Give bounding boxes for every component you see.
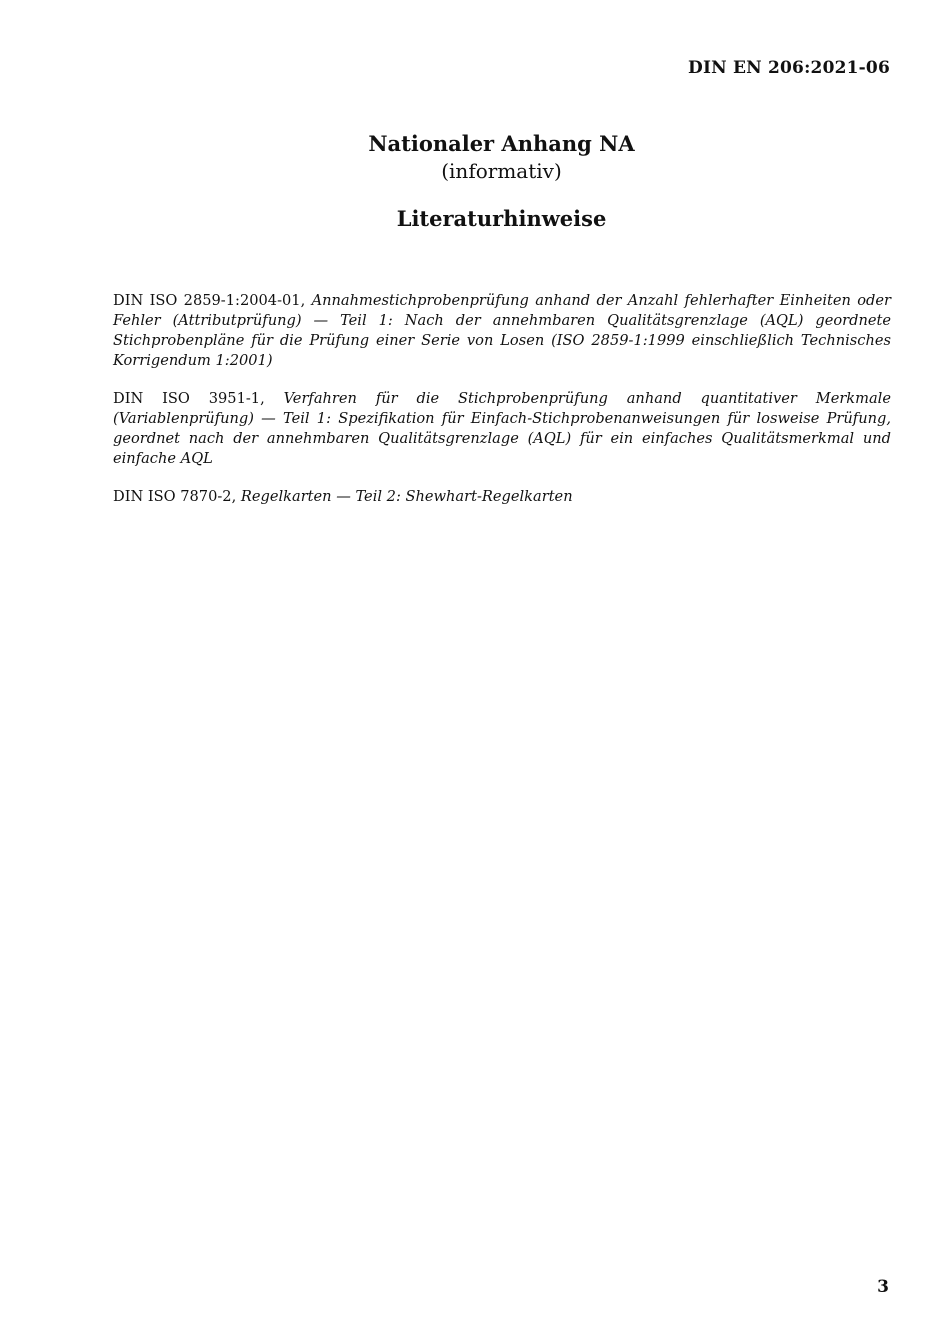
section-title: Literaturhinweise xyxy=(396,206,607,231)
annex-subtitle: (informativ) xyxy=(441,159,562,183)
document-id: DIN EN 206:2021-06 xyxy=(688,58,890,78)
annex-title: Nationaler Anhang NA xyxy=(368,131,635,156)
reference-code: DIN ISO 7870-2, xyxy=(113,488,237,505)
annex-heading xyxy=(0,130,950,184)
reference-item xyxy=(113,291,891,371)
reference-title: Verfahren für die Stichprobenprüfung anhand quantitativer Merkmale (Variablenprüfung) — Teil 1: Spezifikation für Einfach-Stichprobenanweisungen für losweise Prüfung, geordnet nach der annehmbaren Qualitätsgrenzlage (AQL) für ein einfaches Qualitätsmerkmal und einfache AQL xyxy=(113,390,891,467)
reference-title: Regelkarten — Teil 2: Shewhart-Regelkarten xyxy=(240,488,573,505)
reference-title: Annahmestichprobenprüfung anhand der Anzahl fehlerhafter Einheiten oder Fehler (Attributprüfung) — Teil 1: Nach der annehmbaren Qualitätsgrenzlage (AQL) geordnete Stichprobenpläne für die Prüfung einer Serie von Losen (ISO 2859-1:1999 einschließlich Technisches Korrigendum 1:2001) xyxy=(113,292,892,369)
page-number: 3 xyxy=(877,1277,889,1297)
reference-code: DIN ISO 3951-1, xyxy=(113,390,265,407)
reference-item xyxy=(113,389,891,469)
reference-code: DIN ISO 2859-1:2004-01, xyxy=(113,292,306,309)
reference-list xyxy=(113,291,891,525)
reference-item xyxy=(113,487,891,507)
